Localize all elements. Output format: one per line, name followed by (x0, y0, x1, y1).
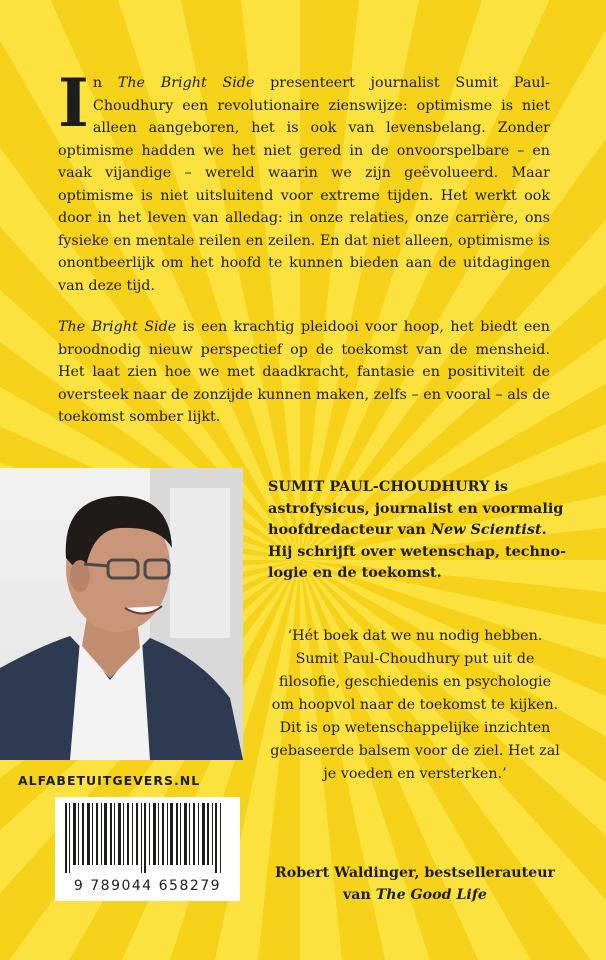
review-quote: ‘Hét boek dat we nu nodig hebben. Sumit Paul-Choudhury put uit de filosofie, geschiedenis en psychologie om hoopvol naar de toekomst te kijken. Dit is op wetenschappelijke inzichten gebaseerde balsem voor de ziel. Het zal je voeden en versterken.’ (270, 628, 560, 782)
drop-cap: I (58, 64, 89, 142)
barcode-bars (55, 797, 240, 875)
book-title: The Bright Side (58, 319, 177, 335)
publisher-website: ALFABETUITGEVERS.NL (18, 773, 201, 788)
isbn-number: 9 789044 658279 (73, 878, 222, 894)
quote-attribution: Robert Waldinger, bestsellerauteur van The Good Life (274, 865, 555, 903)
author-bio: SUMIT PAUL-CHOUDHURY is astrofysicus, journalist en voormalig hoofdredacteur van New Scientist. Hij schrijft over wetenschap, technologie en de toekomst. (268, 478, 567, 581)
blurb-paragraph-2: The Bright Side is een krachtig pleidooi voor hoop, het biedt een broodnodig nieuw perspectief op de toekomst van de mensheid. Het laat zien hoe we met daadkracht, fantasie en positiviteit de oversteek naar de zonzijde kunnen maken, zelfs – en vooral – als de toekomst somber lijkt. (58, 319, 550, 425)
magazine-name: New Scientist (430, 521, 542, 538)
author-portrait-illustration (0, 468, 243, 760)
attribution-book-title: The Good Life (375, 887, 487, 903)
book-title: The Bright Side (117, 75, 255, 91)
author-photo (0, 468, 243, 760)
blurb-paragraph-1: In The Bright Side presenteert journalist Sumit Paul-Choudhury een revolutionaire zienswijze: optimisme is niet alleen aangeboren, het is ook van levensbelang. Zonder optimisme hadden we het niet gered in de onvoorspelbare – en vaak vijandige – wereld waarin we zijn geëvolueerd. Maar optimisme is niet uitsluitend voor extreme tijden. Het werkt ook door in het leven van alledag: in onze relaties, onze carrière, ons fysieke en mentale reilen en zeilen. En dat niet alleen, optimisme is onontbeerlijk om het hoofd te kunnen bieden aan de uitdagingen van deze tijd. (58, 64, 550, 294)
back-cover-blurb (58, 64, 550, 448)
